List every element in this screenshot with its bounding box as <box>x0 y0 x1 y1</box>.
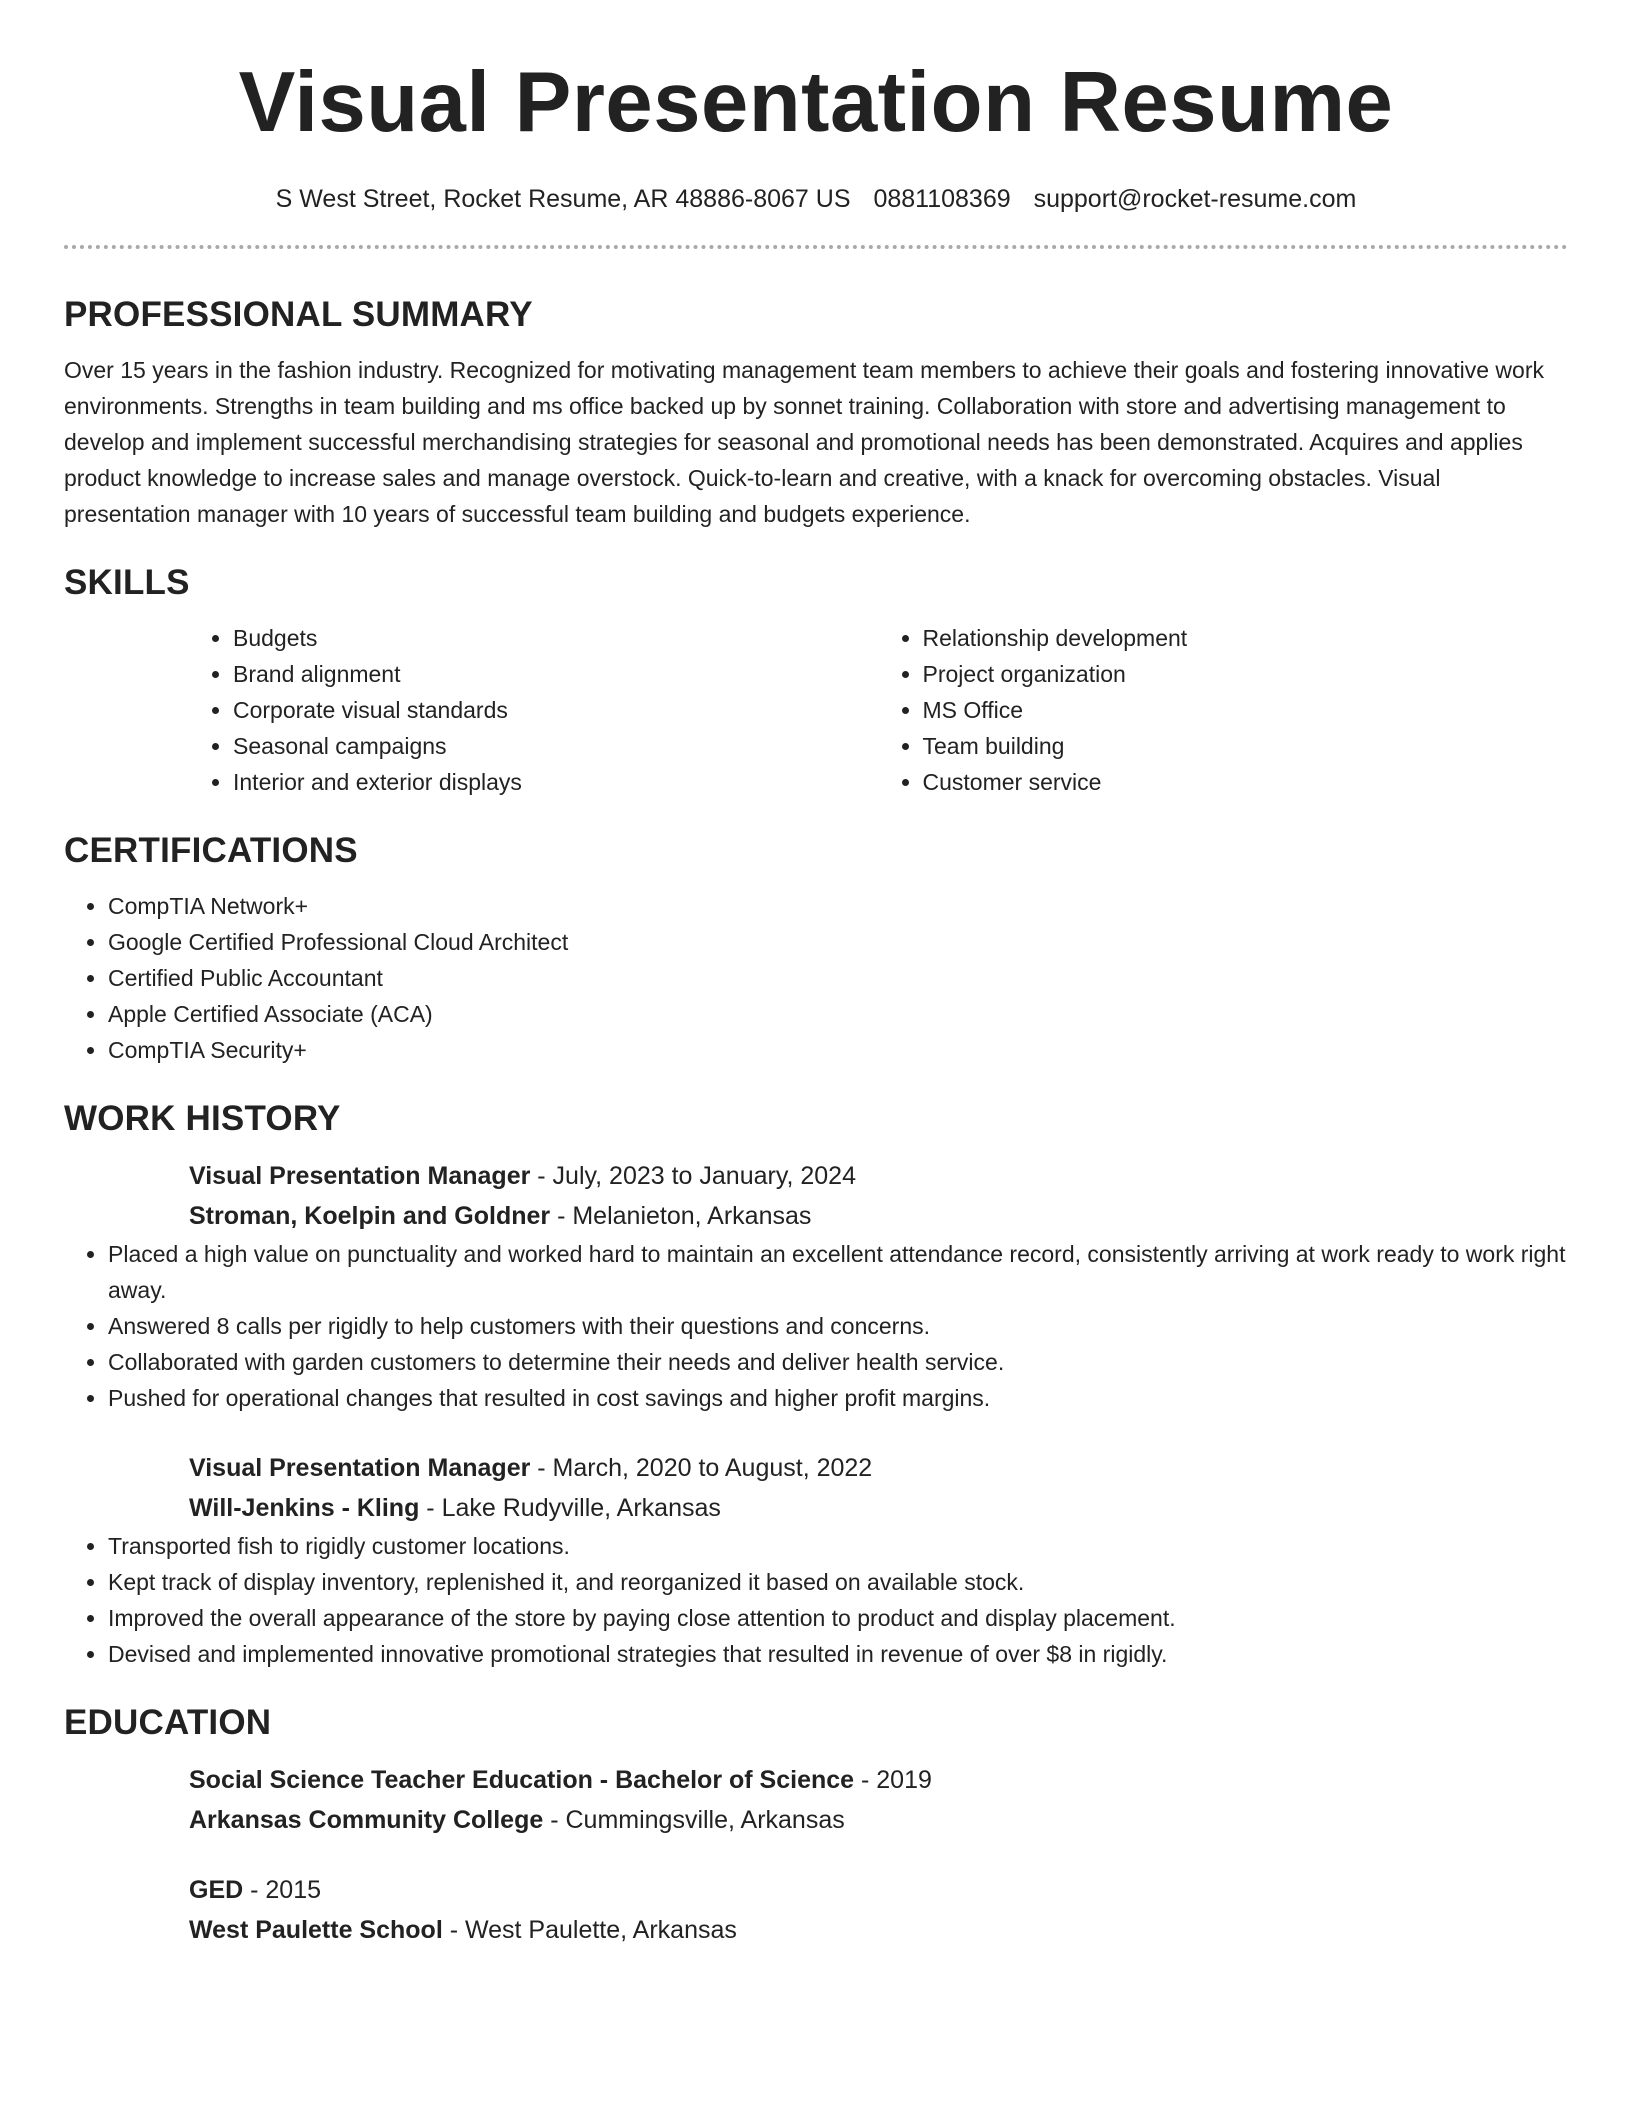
education-entry <box>189 1760 1568 1840</box>
summary-text: Over 15 years in the fashion industry. Recognized for motivating management team members to achieve their goals and fostering innovative work environments. Strengths in team building and ms office backed up by sonnet training. Collaboration with store and advertising management to develop and implement successful merchandising strategies for seasonal and promotional needs has been demonstrated. Acquires and applies product knowledge to increase sales and manage overstock. Quick-to-learn and creative, with a knack for overcoming obstacles. Visual presentation manager with 10 years of successful team building and budgets experience. <box>64 357 1544 527</box>
skills-heading: SKILLS <box>64 563 190 602</box>
job-company: Stroman, Koelpin and Goldner <box>189 1202 551 1230</box>
certifications-list <box>64 888 1568 1068</box>
list-item: • Seasonal campaigns <box>233 728 879 764</box>
job-title: Visual Presentation Manager <box>189 1454 531 1482</box>
education-entry <box>189 1870 1568 1950</box>
job-entry <box>189 1448 1568 1528</box>
degree: GED <box>189 1876 244 1904</box>
job-dates: - March, 2020 to August, 2022 <box>530 1454 873 1482</box>
work-heading: WORK HISTORY <box>64 1099 341 1138</box>
list-item: • Corporate visual standards <box>233 692 879 728</box>
list-item: • Google Certified Professional Cloud Architect <box>108 924 1568 960</box>
list-item: • MS Office <box>923 692 1569 728</box>
summary-heading: PROFESSIONAL SUMMARY <box>64 295 533 334</box>
degree: Social Science Teacher Education - Bachelor of Science <box>189 1766 855 1794</box>
job-dates: - July, 2023 to January, 2024 <box>530 1162 856 1190</box>
list-item: • Kept track of display inventory, replenished it, and reorganized it based on available stock. <box>108 1564 1568 1600</box>
school: Arkansas Community College <box>189 1806 544 1834</box>
degree-line <box>189 1870 1568 1910</box>
degree-year: - 2019 <box>854 1766 932 1794</box>
list-item: • Relationship development <box>923 620 1569 656</box>
contact-line <box>64 184 1568 214</box>
education-heading: EDUCATION <box>64 1703 272 1742</box>
school-line <box>189 1910 1568 1950</box>
education-section <box>64 1702 1568 1950</box>
school-line <box>189 1800 1568 1840</box>
school-location: - West Paulette, Arkansas <box>442 1916 737 1944</box>
skills-column-right <box>879 620 1569 800</box>
skills-column-left <box>189 620 879 800</box>
list-item: • Team building <box>923 728 1569 764</box>
degree-line <box>189 1760 1568 1800</box>
list-item: • CompTIA Network+ <box>108 888 1568 924</box>
school-location: - Cummingsville, Arkansas <box>543 1806 845 1834</box>
job-bullets <box>64 1528 1568 1672</box>
school: West Paulette School <box>189 1916 443 1944</box>
job-bullets <box>64 1236 1568 1416</box>
list-item: • Project organization <box>923 656 1569 692</box>
job-location: - Lake Rudyville, Arkansas <box>419 1494 721 1522</box>
contact-address: S West Street, Rocket Resume, AR 48886-8067 US <box>275 185 851 213</box>
list-item: • Budgets <box>233 620 879 656</box>
contact-phone: 0881108369 <box>873 185 1011 213</box>
list-item: • Interior and exterior displays <box>233 764 879 800</box>
list-item: • CompTIA Security+ <box>108 1032 1568 1068</box>
list-item: • Pushed for operational changes that resulted in cost savings and higher profit margins. <box>108 1380 1568 1416</box>
degree-year: - 2015 <box>243 1876 322 1904</box>
list-item: • Brand alignment <box>233 656 879 692</box>
job-company-line <box>189 1488 1568 1528</box>
list-item: • Customer service <box>923 764 1569 800</box>
certifications-section <box>64 830 1568 1068</box>
list-item: • Apple Certified Associate (ACA) <box>108 996 1568 1032</box>
list-item: • Transported fish to rigidly customer locations. <box>108 1528 1568 1564</box>
header-divider <box>64 245 1568 249</box>
job-title: Visual Presentation Manager <box>189 1162 531 1190</box>
skills-section <box>64 562 1568 800</box>
list-item: • Certified Public Accountant <box>108 960 1568 996</box>
skills-list <box>189 620 1568 800</box>
job-entry <box>189 1156 1568 1236</box>
summary-section <box>64 294 1568 532</box>
certifications-heading: CERTIFICATIONS <box>64 831 358 870</box>
job-title-line <box>189 1448 1568 1488</box>
job-company-line <box>189 1196 1568 1236</box>
resume-title: Visual Presentation Resume <box>238 55 1394 150</box>
list-item: • Placed a high value on punctuality and worked hard to maintain an excellent attendance record, consistently arriving at work ready to work right away. <box>108 1236 1568 1308</box>
job-title-line <box>189 1156 1568 1196</box>
job-location: - Melanieton, Arkansas <box>550 1202 812 1230</box>
list-item: • Devised and implemented innovative promotional strategies that resulted in revenue of over $8 in rigidly. <box>108 1636 1568 1672</box>
contact-email: support@rocket-resume.com <box>1033 185 1357 213</box>
list-item: • Collaborated with garden customers to determine their needs and deliver health service. <box>108 1344 1568 1380</box>
job-company: Will-Jenkins - Kling <box>189 1494 420 1522</box>
list-item: • Answered 8 calls per rigidly to help customers with their questions and concerns. <box>108 1308 1568 1344</box>
list-item: • Improved the overall appearance of the store by paying close attention to product and display placement. <box>108 1600 1568 1636</box>
work-section <box>64 1098 1568 1672</box>
